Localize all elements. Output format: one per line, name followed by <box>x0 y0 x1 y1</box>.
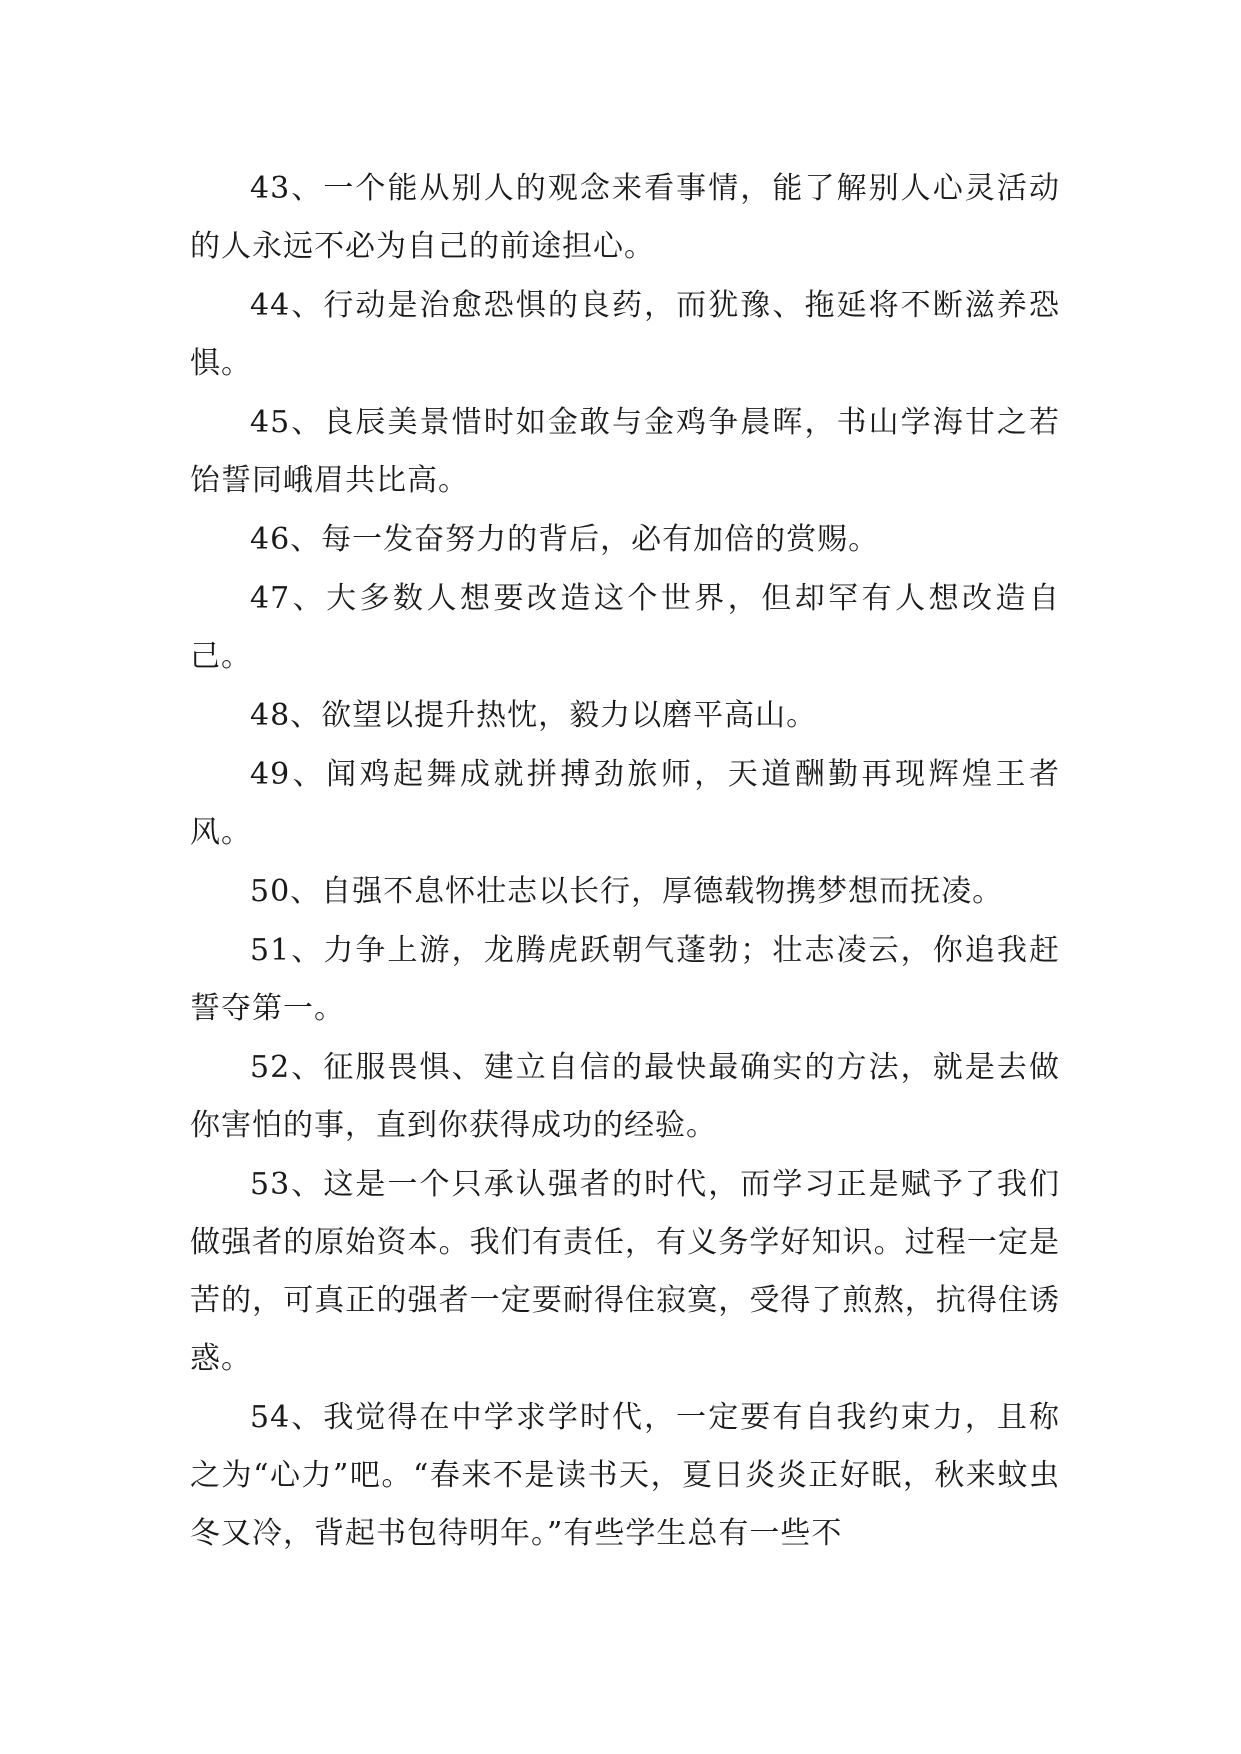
document-body <box>190 160 1060 1564</box>
paragraph-52: 52、征服畏惧、建立自信的最快最确实的方法，就是去做你害怕的事，直到你获得成功的经验。 <box>190 1050 1060 1143</box>
paragraph-45: 45、良辰美景惜时如金敢与金鸡争晨晖，书山学海甘之若饴誓同峨眉共比高。 <box>190 405 1060 498</box>
paragraph-51: 51、力争上游，龙腾虎跃朝气蓬勃；壮志凌云，你追我赶誓夺第一。 <box>190 933 1060 1026</box>
paragraph-53: 53、这是一个只承认强者的时代，而学习正是赋予了我们做强者的原始资本。我们有责任，有义务学好知识。过程一定是苦的，可真正的强者一定要耐得住寂寞，受得了煎熬，抗得住诱惑。 <box>190 1167 1060 1376</box>
paragraph-43: 43、一个能从别人的观念来看事情，能了解别人心灵活动的人永远不必为自己的前途担心。 <box>190 171 1060 264</box>
paragraph-50: 50、自强不息怀壮志以长行，厚德载物携梦想而抚凌。 <box>250 874 1004 909</box>
paragraph-47: 47、大多数人想要改造这个世界，但却罕有人想改造自己。 <box>190 581 1060 674</box>
paragraph-54: 54、我觉得在中学求学时代，一定要有自我约束力，且称之为“心力”吧。“春来不是读书天，夏日炎炎正好眠，秋来蚊虫冬又冷，背起书包待明年。”有些学生总有一些不 <box>190 1400 1060 1551</box>
paragraph-46: 46、每一发奋努力的背后，必有加倍的赏赐。 <box>250 522 880 557</box>
paragraph-49: 49、闻鸡起舞成就拼搏劲旅师，天道酬勤再现辉煌王者风。 <box>190 757 1060 850</box>
paragraph-48: 48、欲望以提升热忱，毅力以磨平高山。 <box>250 698 818 733</box>
paragraph-44: 44、行动是治愈恐惧的良药，而犹豫、拖延将不断滋养恐惧。 <box>190 288 1060 381</box>
